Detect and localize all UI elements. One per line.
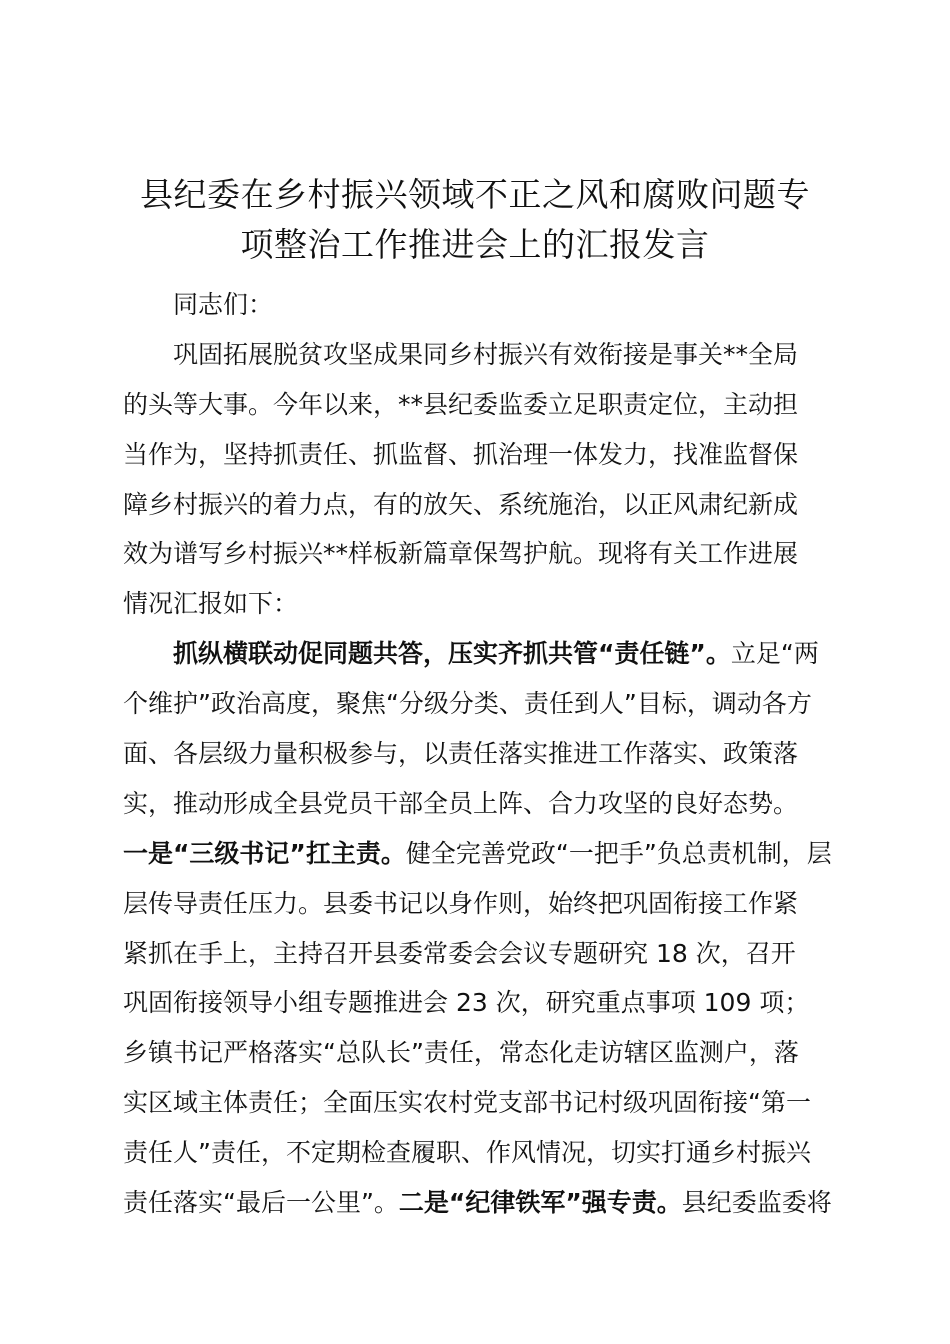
paragraph1-line: 效为谱写乡村振兴**样板新篇章保驾护航。现将有关工作进展 [123,539,799,569]
paragraph2-text: 立足“两 [730,639,819,669]
paragraph2-line: 实，推动形成全县党员干部全员上阵、合力攻坚的良好态势。 [123,788,799,818]
paragraph2-line [123,829,832,879]
paragraph2-line: 面、各层级力量积极参与，以责任落实推进工作落实、政策落 [123,739,799,769]
paragraph1-line: 的头等大事。今年以来，**县纪委监委立足职责定位，主动担 [123,389,799,419]
paragraph2-line [123,1178,832,1228]
paragraph2-line [123,629,829,679]
section-heading: 抓纵横联动促同题共答，压实齐抓共管“责任链”。 [173,639,731,669]
paragraph1-line: 障乡村振兴的着力点，有的放矢、系统施治，以正风肃纪新成 [123,489,799,519]
document-body [123,280,832,1228]
paragraph2-line: 层传导责任压力。县委书记以身作则，始终把巩固衔接工作紧 [123,888,799,918]
paragraph2-line: 实区域主体责任；全面压实农村党支部书记村级巩固衔接“第一 [123,1088,811,1118]
paragraph1-line: 当作为，坚持抓责任、抓监督、抓治理一体发力，找准监督保 [123,439,799,469]
subheading-one: 一是“三级书记”扛主责。 [123,838,406,868]
paragraph2-line: 紧抓在手上，主持召开县委常委会会议专题研究 18 次，召开 [123,938,796,968]
paragraph2-line: 责任人”责任，不定期检查履职、作风情况，切实打通乡村振兴 [123,1138,811,1168]
paragraph2-text: 责任落实“最后一公里”。 [123,1188,399,1218]
paragraph1-line: 情况汇报如下： [123,589,299,619]
paragraph1-line: 巩固拓展脱贫攻坚成果同乡村振兴有效衔接是事关**全局 [173,339,799,369]
title-line-1: 县纪委在乡村振兴领域不正之风和腐败问题专 [140,175,810,214]
subheading-two: 二是“纪律铁军”强专责。 [398,1188,682,1218]
paragraph2-line: 巩固衔接领导小组专题推进会 23 次，研究重点事项 109 项； [123,988,810,1018]
document-title [100,170,850,270]
paragraph2-line: 个维护”政治高度，聚焦“分级分类、责任到人”目标，调动各方 [123,689,812,719]
salutation: 同志们： [173,290,274,319]
paragraph2-line: 乡镇书记严格落实“总队长”责任，常态化走访辖区监测户，落 [123,1038,799,1068]
paragraph2-text: 县纪委监委将 [681,1188,832,1218]
title-line-2: 项整治工作推进会上的汇报发言 [240,225,710,264]
paragraph2-text: 健全完善党政“一把手”负总责机制，层 [405,838,832,868]
